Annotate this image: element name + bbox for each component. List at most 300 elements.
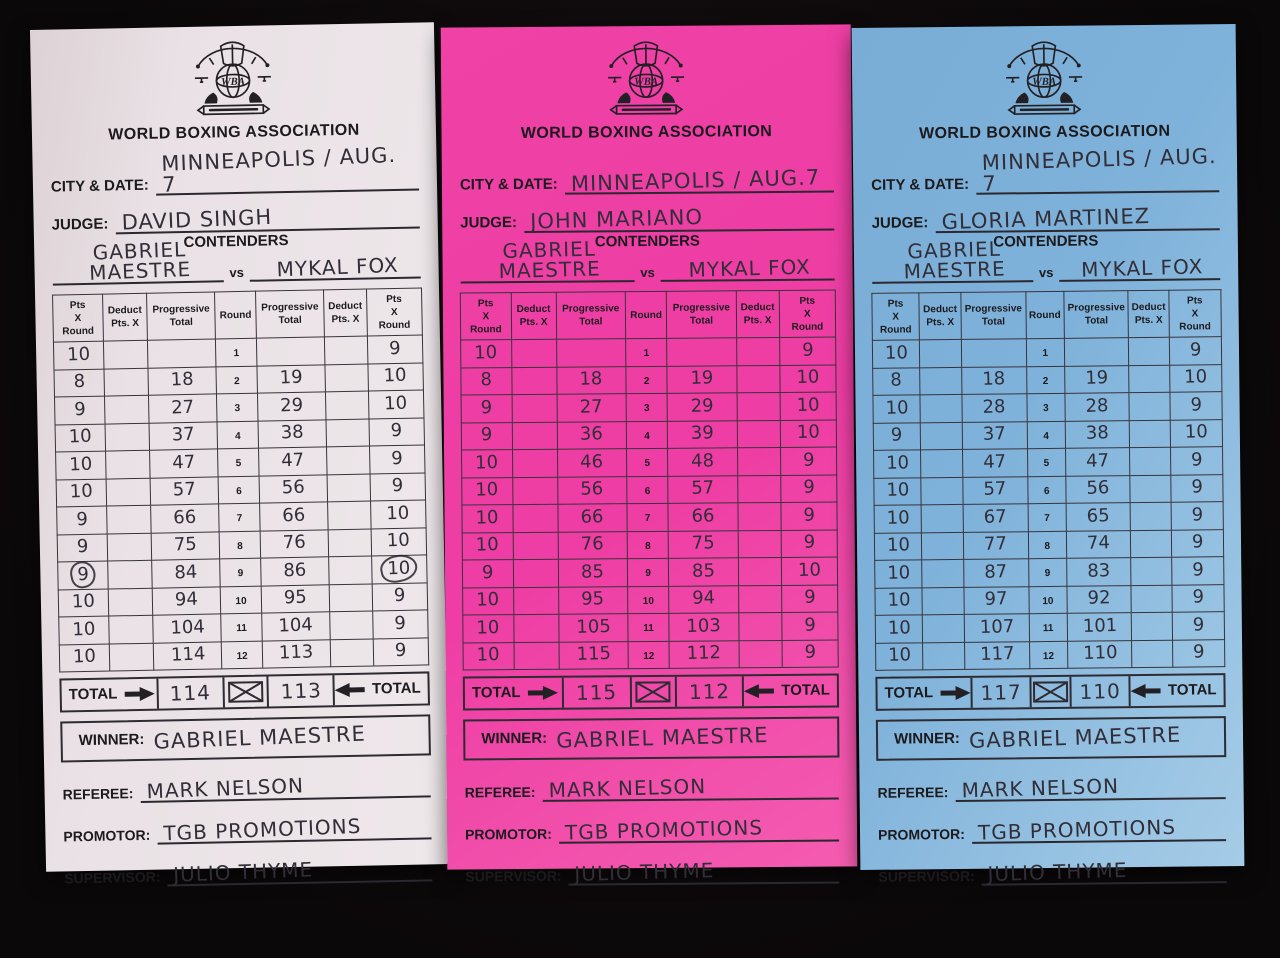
cell-left-deduct [922,559,964,587]
score-row [463,640,838,670]
round-number: 10 [1042,595,1054,607]
score-value: 10 [886,589,911,612]
cell-round [1027,476,1066,504]
round-number: 1 [233,348,240,360]
cell-right-deduct [738,557,781,585]
city-date-row [50,142,420,198]
score-row [462,447,837,477]
boxer-right-line [661,254,835,282]
score-row [873,364,1222,395]
score-value: 10 [886,506,910,529]
round-number: 11 [1042,623,1054,635]
cell-left-pts [874,477,921,505]
draw-x-icon [635,681,671,703]
score-value: 19 [279,366,304,389]
score-row [873,392,1222,423]
cell-round [627,503,668,531]
total-right-cell [267,675,336,706]
cell-round [628,586,669,614]
score-value: 85 [691,560,716,582]
cell-right-pts [780,392,836,420]
cell-left-deduct [108,588,153,616]
cell-left-deduct [107,560,152,588]
score-header-row [872,290,1221,341]
city-date-row [460,163,834,196]
cell-right-deduct [1129,392,1169,420]
score-body [53,335,428,672]
score-value: 97 [984,588,1009,611]
referee-row [877,770,1225,803]
wba-logo-icon [594,36,699,123]
score-row [874,474,1223,505]
cell-right-total [258,447,327,476]
cell-right-deduct [325,364,368,392]
score-value: 28 [982,395,1007,418]
score-value: 19 [690,367,714,390]
supervisor-line [568,858,839,886]
total-left-cell [156,677,225,708]
score-value: 9 [1191,531,1204,553]
cell-right-total [256,337,325,366]
cell-right-total [668,530,738,558]
cell-right-pts [368,390,424,419]
cell-left-total [962,421,1027,449]
judge-label: JUDGE: [460,214,517,232]
org-title: WORLD BOXING ASSOCIATION [108,121,360,144]
judge-label: JUDGE: [871,214,929,232]
cell-left-pts [57,534,107,562]
score-value: 46 [580,450,604,473]
boxer-right-line [1059,254,1220,282]
cell-left-total [558,559,628,587]
cell-left-deduct [513,614,558,642]
header-progressive-left: Progressive Total [556,292,626,340]
cell-left-pts [874,532,921,560]
score-row [872,337,1221,368]
header-pts-right: Pts X Round [366,288,422,336]
cell-right-pts [372,610,428,639]
cell-right-deduct [737,475,780,503]
cell-left-deduct [922,614,964,642]
cell-left-deduct [513,559,558,587]
score-value: 48 [690,450,715,472]
cell-left-total [149,394,218,423]
judge-label: JUDGE: [51,215,109,234]
cell-round [1029,586,1068,614]
contenders-label: CONTENDERS [993,232,1099,251]
cell-left-deduct [920,367,962,395]
cell-left-pts [873,395,920,423]
cell-left-deduct [919,339,961,367]
score-value: 9 [1192,641,1205,663]
cell-round [217,393,258,421]
score-value: 8 [72,371,86,393]
cell-round [1026,338,1065,366]
score-value: 115 [575,643,611,666]
score-value: 84 [174,561,198,584]
score-value: 86 [283,559,307,582]
referee-row [465,771,839,803]
score-value: 103 [686,614,722,637]
cell-right-deduct [1131,585,1171,613]
cell-left-deduct [923,642,965,670]
cell-round [219,531,260,559]
cell-left-deduct [106,478,151,506]
cell-right-pts [373,637,429,666]
referee-label: REFEREE: [62,785,134,803]
total-label-right-group [744,676,837,707]
cell-right-total [261,584,330,613]
total-right-cell [1069,676,1131,707]
cell-left-deduct [514,642,559,670]
score-value: 66 [281,504,306,527]
score-value: 77 [984,533,1008,556]
cell-right-deduct [1131,557,1171,585]
header-round: Round [1025,291,1064,338]
scorecard-pink [441,24,858,886]
score-value: 9 [803,586,816,609]
score-row [462,530,837,560]
boxer-left-line [460,236,634,284]
cell-right-deduct [328,529,371,557]
cell-left-deduct [920,394,962,422]
round-number: 10 [235,595,247,607]
cell-right-total [669,613,739,641]
scorecard-white [30,22,450,887]
supervisor-value: JULIO THYME [574,858,715,886]
round-number: 5 [1043,458,1050,470]
score-value: 75 [173,533,198,556]
score-value: 39 [690,422,715,445]
cell-right-total [669,640,739,668]
score-value: 83 [1087,559,1111,582]
cell-left-pts [54,369,104,397]
cell-round [222,641,263,669]
cell-right-pts [370,472,426,501]
cell-right-pts [780,475,836,503]
cell-right-deduct [736,337,779,365]
cell-right-pts [369,445,425,474]
cell-left-pts [461,367,512,395]
round-number: 12 [643,650,655,662]
arrow-right-icon [940,686,970,700]
round-number: 7 [644,513,651,525]
city-date-value: MINNEAPOLIS / AUG. 7 [981,143,1217,196]
score-value: 9 [480,396,493,419]
cell-round [627,476,668,504]
total-row [59,671,430,712]
total-left-value: 114 [169,680,212,706]
score-value: 57 [172,478,197,501]
cell-left-total [152,559,221,588]
score-value: 94 [174,588,199,611]
cell-left-deduct [921,532,963,560]
score-row [59,637,428,672]
cell-left-deduct [109,643,154,671]
judge-value: JOHN MARIANO [529,204,703,234]
cell-left-total [963,449,1028,477]
cell-left-deduct [109,615,154,643]
total-label-left: TOTAL [884,683,934,702]
cell-right-pts [370,500,426,529]
supervisor-label: SUPERVISOR: [878,867,975,885]
cell-right-deduct [1131,530,1171,558]
cell-left-pts [873,422,920,450]
city-date-label: CITY & DATE: [50,176,149,196]
score-value: 9 [393,585,406,607]
header-progressive-right: Progressive Total [667,291,737,339]
total-left-cell [562,677,632,708]
cell-left-total [149,421,218,450]
cell-right-total [1067,585,1132,613]
cell-right-total [1065,393,1130,421]
cell-left-total [963,504,1028,532]
total-label-left: TOTAL [471,683,521,701]
score-value: 10 [474,341,498,364]
score-value: 9 [388,337,402,359]
draw-x-icon [1032,681,1068,703]
score-value: 9 [1190,449,1203,471]
cell-right-deduct [737,392,780,420]
score-row [463,585,838,615]
total-right-value: 113 [279,678,323,704]
cell-left-pts [876,642,923,670]
cell-right-deduct [330,611,373,639]
cell-right-total [261,557,330,586]
score-value: 47 [280,449,305,472]
cell-left-total [965,641,1030,669]
cell-left-total [558,531,628,559]
cell-left-total [963,531,1028,559]
winner-value: GABRIEL MAESTRE [153,721,367,754]
cell-right-pts [372,582,428,611]
city-date-row [871,143,1219,196]
promotor-value: TGB PROMOTIONS [162,813,362,846]
score-value: 9 [73,398,86,421]
cell-round [1028,531,1067,559]
cell-left-deduct [512,477,557,505]
city-date-line [565,165,834,196]
score-value: 10 [796,421,820,444]
cell-left-pts [462,505,513,533]
cell-left-deduct [103,340,148,368]
cell-right-deduct [327,474,370,502]
header-deduct-right: Deduct Pts. X [1128,290,1169,337]
total-label-left: TOTAL [68,684,118,703]
round-number: 6 [1043,485,1050,497]
referee-value: MARK NELSON [548,774,707,803]
city-date-label: CITY & DATE: [459,175,558,194]
score-value: 76 [282,531,307,554]
cell-left-deduct [921,477,963,505]
cell-right-total [1066,475,1131,503]
score-value: 10 [1184,421,1208,444]
round-number: 3 [1042,403,1049,415]
vs-label: vs [1038,264,1054,281]
cell-left-pts [56,451,106,479]
score-value: 95 [581,588,605,611]
cell-right-deduct [328,501,371,529]
cell-right-total [258,419,327,448]
promotor-line [157,813,432,846]
cell-left-total [963,476,1028,504]
cell-right-pts [1172,639,1225,667]
total-left-value: 117 [979,679,1022,706]
score-value: 9 [802,476,815,499]
cell-round [628,641,669,669]
cell-right-pts [1169,364,1222,392]
cell-left-deduct [512,394,557,422]
total-row [875,673,1225,711]
judge-line [935,203,1220,235]
boxer-right-name: MYKAL FOX [688,254,812,282]
cell-round [1026,393,1065,421]
cell-left-total [148,366,217,395]
score-value: 9 [76,563,89,586]
score-value: 9 [394,639,407,662]
cell-left-deduct [105,450,150,478]
cell-round [218,476,259,504]
total-left-value: 115 [575,679,618,705]
cell-round [1029,613,1068,641]
cell-left-deduct [511,367,556,395]
city-date-line [155,142,419,197]
org-title: WORLD BOXING ASSOCIATION [918,122,1171,143]
arrow-left-icon [744,684,774,698]
total-right-value: 112 [688,678,731,705]
header-progressive-right: Progressive Total [255,290,324,338]
cell-right-pts [1171,502,1224,530]
cell-left-pts [55,396,105,424]
cell-right-deduct [1130,447,1170,475]
cell-right-total [667,365,737,393]
score-value: 8 [480,369,493,391]
score-value: 10 [476,616,500,639]
cell-right-deduct [325,336,368,364]
referee-line [140,774,431,803]
cell-right-total [668,448,738,476]
draw-box [631,677,674,707]
promotor-value: TGB PROMOTIONS [977,814,1177,845]
cell-right-pts [782,612,838,640]
score-value: 10 [72,618,96,641]
header-deduct-left: Deduct Pts. X [102,293,147,341]
score-value: 29 [279,394,304,417]
cell-left-total [558,504,628,532]
cell-right-deduct [1130,475,1170,503]
score-row [874,502,1223,533]
round-number: 10 [642,595,654,607]
cell-right-total [260,529,329,558]
cell-left-pts [462,532,513,560]
cell-round [221,613,262,641]
score-value: 38 [1085,422,1110,445]
score-value: 10 [476,589,500,611]
score-value: 112 [686,642,722,665]
cell-left-pts [58,589,108,617]
header-pts-left: Pts X Round [872,293,920,340]
vs-label: vs [229,264,245,281]
cell-left-total [558,614,628,642]
cell-right-pts [781,502,837,530]
cell-right-deduct [738,502,781,530]
score-value: 10 [476,644,501,666]
header-pts-right: Pts X Round [779,290,836,337]
cell-left-deduct [105,423,150,451]
cell-round [1027,448,1066,476]
score-row [461,392,836,422]
header-round: Round [215,291,256,339]
round-number: 6 [236,485,242,497]
score-value: 10 [68,425,93,448]
score-value: 66 [691,505,715,527]
round-number: 6 [644,485,651,497]
cell-round [627,558,668,586]
cell-right-deduct [329,556,372,584]
round-number: 11 [236,623,248,635]
cell-left-pts [461,395,512,423]
cell-right-deduct [1129,337,1169,365]
score-value: 57 [983,478,1007,501]
winner-value: GABRIEL MAESTRE [968,722,1182,753]
round-number: 7 [1044,513,1050,525]
score-value: 114 [170,643,206,666]
cell-right-pts [780,420,836,448]
cell-right-deduct [736,365,779,393]
cell-right-pts [782,640,838,668]
referee-value: MARK NELSON [145,773,305,804]
score-value: 47 [172,451,196,474]
cell-left-deduct [921,504,963,532]
round-number: 11 [643,623,654,635]
cell-right-pts [781,585,837,613]
cell-left-deduct [920,422,962,450]
cell-round [1029,641,1068,669]
cell-left-pts [462,560,513,588]
cell-right-total [257,364,326,393]
cell-left-total [152,586,221,615]
cell-left-deduct [512,449,557,477]
cell-round [216,366,257,394]
promotor-line [559,815,839,845]
score-table [52,287,429,672]
score-body [872,337,1224,671]
cell-round [220,558,261,586]
wba-logo-icon [180,35,286,123]
cell-left-total [556,339,626,367]
score-value: 10 [887,644,911,667]
score-value: 36 [579,423,604,446]
cell-left-pts [55,424,105,452]
promotor-label: PROMOTOR: [877,825,965,843]
round-number: 3 [644,403,650,415]
cell-right-deduct [1132,612,1172,640]
cell-left-total [962,366,1027,394]
score-value: 67 [983,505,1008,528]
boxer-left-name: GABRIEL MAESTRE [903,236,1007,284]
cell-right-deduct [326,391,369,419]
cell-left-total [556,366,626,394]
score-value: 9 [76,536,89,558]
round-number: 2 [1042,375,1049,387]
cell-left-deduct [512,422,557,450]
score-body [461,337,839,670]
cell-left-total [559,641,629,669]
score-value: 117 [979,643,1015,666]
round-number: 5 [235,458,242,470]
total-label-right-group [335,673,428,705]
score-value: 18 [170,368,195,391]
